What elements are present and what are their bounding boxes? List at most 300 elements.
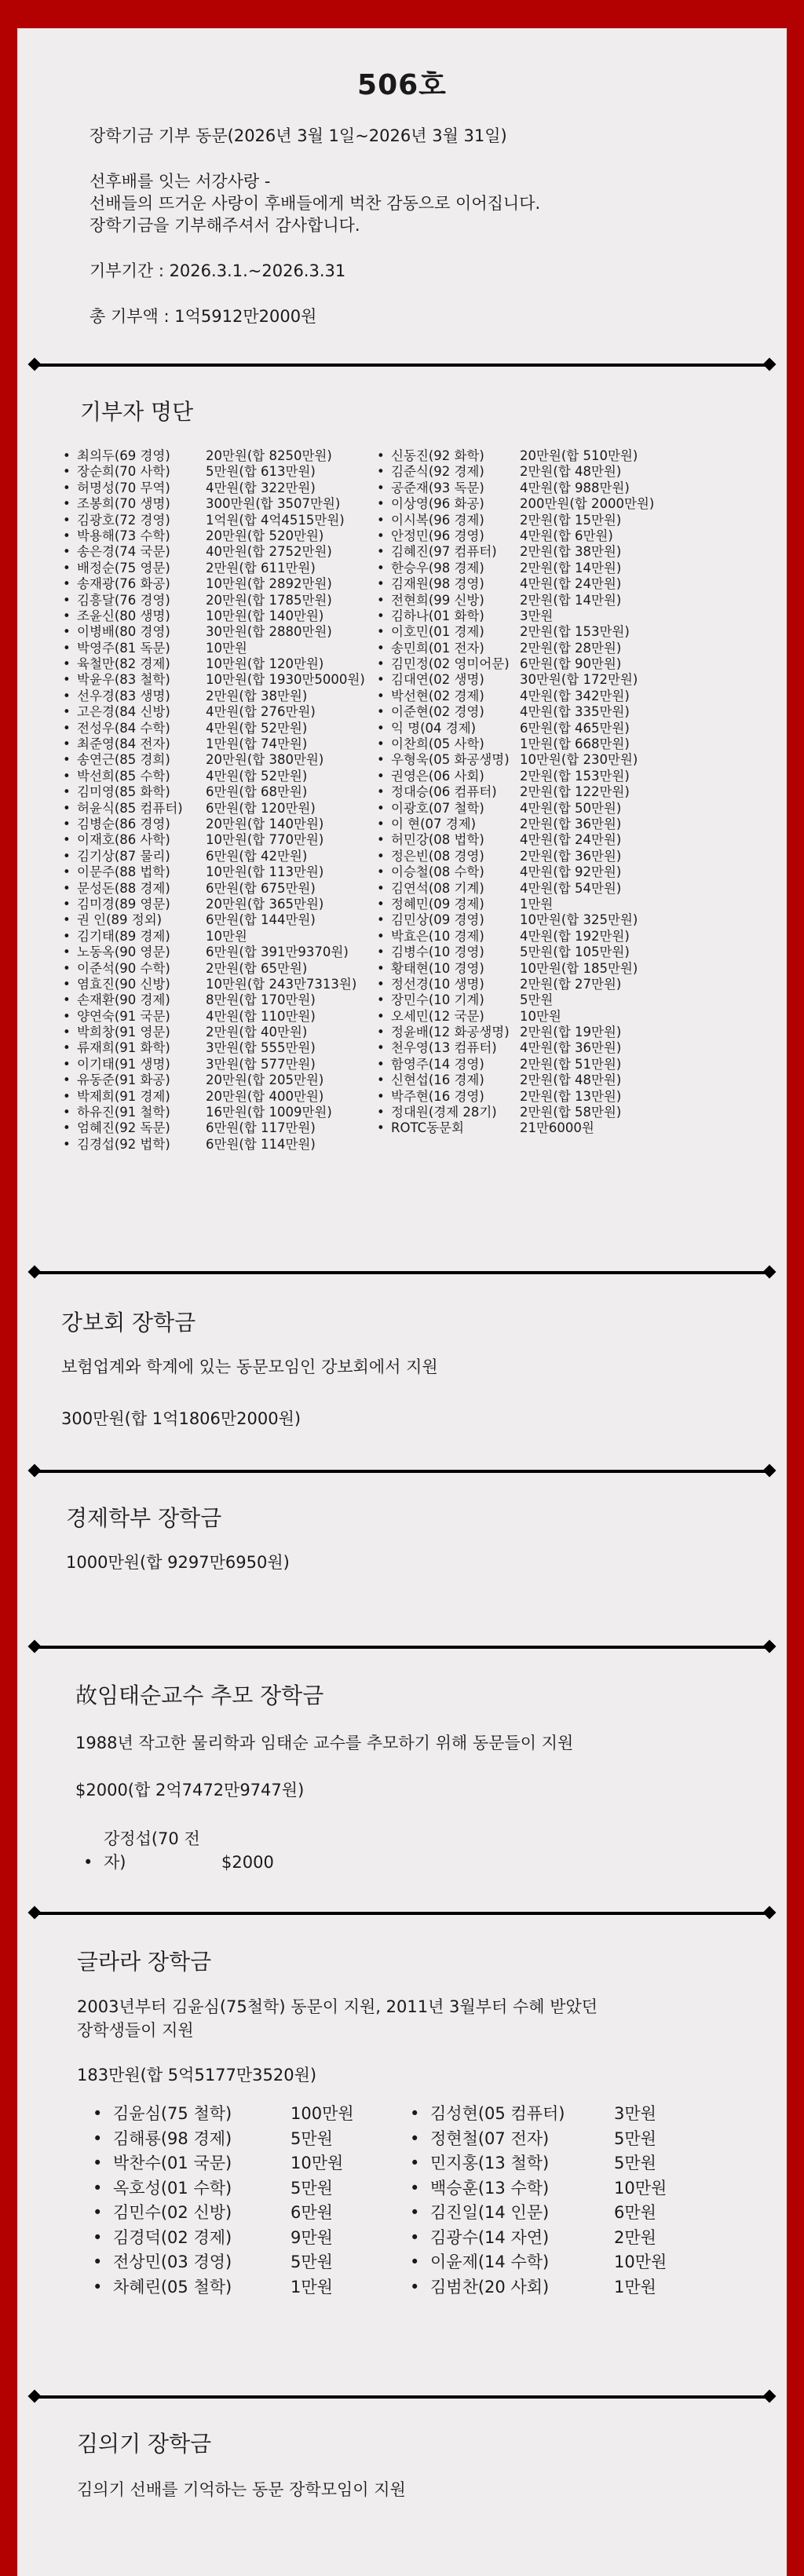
donor-item <box>377 672 654 688</box>
donor-amount: 2만원(합 19만원) <box>520 1025 622 1040</box>
glara-description-line-1: 2003년부터 김윤심(75철학) 동문이 지원, 2011년 3월부터 수혜 받았던 <box>77 1997 598 2016</box>
donor-item <box>93 2201 410 2226</box>
donor-name: 김성현(05 컴퓨터) <box>430 2104 565 2123</box>
donor-item <box>410 2176 667 2201</box>
section-divider <box>35 1646 769 1649</box>
donor-name: 김연석(08 기계) <box>391 880 484 896</box>
donor-item <box>377 480 654 496</box>
donor-amount: 4만원(합 6만원) <box>520 528 613 543</box>
donor-name: 권 인(89 정외) <box>77 912 163 928</box>
donor-amount: 10만원 <box>520 1008 561 1024</box>
bullet: • <box>377 576 385 592</box>
donor-name: 박용해(73 수학) <box>77 528 170 543</box>
donor-item <box>377 656 654 672</box>
donor-amount: 3만원(합 577만원) <box>206 1056 316 1072</box>
donor-name: 김병수(10 경영) <box>391 945 484 960</box>
bullet: • <box>63 560 71 575</box>
donor-name: 김대연(02 생명) <box>391 672 484 688</box>
donor-name: 우형욱(05 화공생명) <box>391 752 510 768</box>
bullet: • <box>63 992 71 1008</box>
bullet: • <box>377 816 385 831</box>
econ-scholarship-section <box>17 1473 787 1646</box>
donor-amount: 16만원(합 1009만원) <box>206 1105 332 1120</box>
donor-amount: 4만원(합 276만원) <box>206 704 316 720</box>
donor-item <box>63 544 377 560</box>
bullet: • <box>377 544 385 560</box>
donor-amount: 4만원(합 54만원) <box>520 880 622 896</box>
bullet: • <box>410 2227 420 2247</box>
donor-item <box>93 2127 410 2152</box>
donor-name: 이준석(90 수학) <box>77 960 170 976</box>
donor-item <box>63 769 377 784</box>
donor-name: 한승우(98 경제) <box>391 560 484 575</box>
donor-amount: 5만원 <box>291 2178 333 2198</box>
bullet: • <box>63 960 71 976</box>
donor-item <box>63 448 377 464</box>
donor-amount: 2만원(합 28만원) <box>520 640 622 656</box>
slogan-line-2: 선배들의 뜨거운 사랑이 후배들에게 벅찬 감동으로 이어집니다. <box>90 194 541 213</box>
bullet: • <box>93 2178 103 2198</box>
donor-name: 선우경(83 생명) <box>77 688 170 703</box>
lim-donor <box>75 1826 787 1873</box>
bullet: • <box>377 496 385 512</box>
bullet: • <box>63 912 71 928</box>
donor-name: 이재호(86 사학) <box>77 832 170 848</box>
donor-name: 배정순(75 영문) <box>77 560 170 575</box>
bullet: • <box>63 848 71 864</box>
donor-column-1 <box>63 448 377 1153</box>
donor-amount: 30만원(합 2880만원) <box>206 624 332 640</box>
donor-amount: 2만원(합 65만원) <box>206 960 308 976</box>
donor-amount: 1만원(합 668만원) <box>520 736 630 752</box>
donor-amount: 5만원 <box>291 2253 333 2271</box>
donor-amount: 20만원(합 205만원) <box>206 1072 324 1088</box>
bullet: • <box>63 656 71 672</box>
donor-item <box>63 624 377 640</box>
donor-name: 이시복(96 경제) <box>391 512 484 528</box>
donor-amount: 1만원(합 74만원) <box>206 736 308 752</box>
donor-name: 엄혜진(92 독문) <box>77 1120 170 1136</box>
lim-heading: 故임태순교수 추모 장학금 <box>75 1683 324 1708</box>
page-title: 506호 <box>357 69 447 101</box>
donor-item <box>63 817 377 832</box>
donor-amount: 6만원(합 117만원) <box>206 1120 316 1136</box>
donor-item <box>377 448 654 464</box>
donor-name: 허윤식(85 컴퓨터) <box>77 800 183 816</box>
donor-amount: 5만원 <box>291 2128 333 2148</box>
donor-name: 익 명(04 경제) <box>391 720 477 736</box>
donor-item <box>63 1009 377 1025</box>
donor-amount: 2만원(합 13만원) <box>520 1088 622 1104</box>
donor-name: 정혜민(09 경제) <box>391 896 484 912</box>
donor-item <box>377 641 654 656</box>
donor-amount: 6만원 <box>291 2203 333 2222</box>
donor-name: 이승철(08 수학) <box>391 864 484 880</box>
donor-amount: 40만원(합 2752만원) <box>206 544 332 560</box>
donor-name: 조윤신(80 생명) <box>77 608 170 623</box>
donor-name: 김하나(01 화학) <box>391 608 484 623</box>
donor-item <box>63 929 377 945</box>
donor-name: 정대원(경제 28기) <box>391 1105 497 1120</box>
donor-name: 김경섭(92 법학) <box>77 1136 170 1152</box>
donor-name: 박선현(02 경제) <box>391 688 484 703</box>
donor-amount: 20만원(합 1785만원) <box>206 592 332 608</box>
donor-item <box>377 721 654 736</box>
donor-amount: 4만원(합 92만원) <box>520 864 622 880</box>
donor-item <box>63 736 377 752</box>
kim-scholarship-section <box>17 2399 787 2501</box>
donor-name: 김민정(02 영미어문) <box>391 656 510 672</box>
donor-amount: 100만원 <box>291 2104 354 2123</box>
donor-grid <box>17 448 787 1153</box>
donor-name: 고은경(84 신방) <box>77 704 170 720</box>
donor-item <box>63 912 377 928</box>
donor-name: 김민수(02 신방) <box>113 2203 232 2222</box>
donor-amount: 2만원(합 611만원) <box>206 560 316 575</box>
donor-item <box>377 769 654 784</box>
donor-name: 함영주(14 경영) <box>391 1056 484 1072</box>
donor-name: 신현섭(16 경제) <box>391 1072 484 1088</box>
bullet: • <box>63 1040 71 1056</box>
intro-slogan <box>90 170 787 236</box>
bullet: • <box>377 672 385 688</box>
donor-name: 김기상(87 물리) <box>77 848 170 864</box>
bullet: • <box>377 480 385 495</box>
donor-item <box>377 608 654 624</box>
section-divider <box>35 364 769 367</box>
donor-item <box>410 2275 667 2300</box>
donor-name: 김민상(09 경영) <box>391 912 484 928</box>
donor-name: 박제희(91 경제) <box>77 1088 170 1104</box>
econ-amount: 1000만원(합 9297만6950원) <box>66 1553 290 1572</box>
slogan-line-1: 선후배를 잇는 서강사랑 - <box>90 172 271 191</box>
donor-name: 김광수(14 자연) <box>430 2227 550 2247</box>
bullet: • <box>63 880 71 896</box>
donor-item <box>377 513 654 528</box>
donor-amount: 10만원(합 770만원) <box>206 832 324 848</box>
donor-item <box>377 593 654 608</box>
bullet: • <box>377 1088 385 1104</box>
donor-item <box>377 881 654 897</box>
bullet: • <box>377 560 385 575</box>
bullet: • <box>63 704 71 720</box>
lim-description: 1988년 작고한 물리학과 임태순 교수를 추모하기 위해 동문들이 지원 <box>75 1734 574 1752</box>
bullet: • <box>63 544 71 560</box>
donor-name: 노동옥(90 영문) <box>77 945 170 960</box>
bullet: • <box>377 992 385 1008</box>
bullet: • <box>377 1040 385 1056</box>
donor-item <box>93 2275 410 2300</box>
donor-item <box>410 2201 667 2226</box>
donor-item <box>63 1057 377 1072</box>
donor-amount: 3만원 <box>520 608 554 623</box>
bullet: • <box>63 816 71 831</box>
donor-item <box>63 561 377 576</box>
donation-period: 기부기간 : 2026.3.1.~2026.3.31 <box>90 261 346 280</box>
donor-item <box>410 2226 667 2251</box>
donor-name: 최준영(84 전자) <box>77 736 170 752</box>
donor-name: 이찬희(05 사학) <box>391 736 484 752</box>
donor-amount: 2만원(합 15만원) <box>520 512 622 528</box>
donor-name: 김경덕(02 경제) <box>113 2227 232 2247</box>
donor-item <box>63 656 377 672</box>
donor-name: 옥호성(01 수학) <box>113 2178 232 2198</box>
donor-amount: 3만원(합 555만원) <box>206 1040 316 1056</box>
donor-item <box>377 544 654 560</box>
bullet: • <box>63 624 71 640</box>
donor-item <box>377 784 654 800</box>
bullet: • <box>63 448 71 463</box>
bullet: • <box>93 2253 103 2271</box>
donor-item <box>63 704 377 720</box>
donor-name: 정선경(10 생명) <box>391 976 484 992</box>
donor-item <box>93 2176 410 2201</box>
bullet: • <box>410 2203 420 2222</box>
donor-item <box>63 672 377 688</box>
donor-item <box>410 2151 667 2176</box>
donor-name: 육철만(82 경제) <box>77 656 170 672</box>
glara-description-line-2: 장학생들이 지원 <box>77 2021 194 2040</box>
donor-amount: 300만원(합 3507만원) <box>206 496 341 512</box>
donor-item <box>63 1120 377 1136</box>
donor-item <box>63 496 377 512</box>
bullet: • <box>377 1008 385 1024</box>
donor-item <box>377 977 654 992</box>
donor-amount: 2만원(합 38만원) <box>520 544 622 560</box>
bullet: • <box>377 1072 385 1088</box>
donor-name: 장민수(10 기계) <box>391 992 484 1008</box>
glara-description <box>77 1995 787 2042</box>
donor-name: 이문주(88 법학) <box>77 864 170 880</box>
donor-amount: 2만원(합 36만원) <box>520 848 622 864</box>
donor-item <box>63 977 377 992</box>
donor-item <box>377 912 654 928</box>
donor-name: 이준현(02 경영) <box>391 704 484 720</box>
econ-heading: 경제학부 장학금 <box>66 1505 222 1531</box>
bullet: • <box>377 752 385 768</box>
bullet: • <box>83 1853 93 1872</box>
donor-amount: 20만원(합 380만원) <box>206 752 324 768</box>
donor-item <box>93 2250 410 2275</box>
donor-name: 김흥달(76 경영) <box>77 592 170 608</box>
donor-name: 신동진(92 화학) <box>391 448 484 463</box>
donor-item <box>377 689 654 704</box>
donor-name: 이 현(07 경제) <box>391 816 477 831</box>
donor-name: 공준재(93 독문) <box>391 480 484 495</box>
gangbo-scholarship-section <box>17 1274 787 1470</box>
bullet: • <box>377 464 385 480</box>
donor-name: 이상영(96 화공) <box>391 496 484 512</box>
donor-item <box>63 1105 377 1120</box>
donor-name: 김미경(89 영문) <box>77 896 170 912</box>
bullet: • <box>377 960 385 976</box>
donor-amount: 2만원(합 38만원) <box>206 688 308 703</box>
donor-name: 전상민(03 경영) <box>113 2253 232 2271</box>
donor-amount: 2만원(합 14만원) <box>520 560 622 575</box>
donor-name: 정대승(06 컴퓨터) <box>391 784 497 800</box>
section-divider <box>35 2395 769 2399</box>
lim-amount: $2000(합 2억7472만9747원) <box>75 1781 305 1800</box>
glara-donor-grid <box>17 2102 787 2300</box>
donor-amount: 2만원(합 122만원) <box>520 784 630 800</box>
donor-name: 박효은(10 경제) <box>391 928 484 944</box>
kim-heading: 김의기 장학금 <box>77 2431 212 2457</box>
donor-item <box>377 1057 654 1072</box>
donor-amount: 6만원(합 675만원) <box>206 880 316 896</box>
bullet: • <box>63 480 71 495</box>
donor-name: 유동준(91 화공) <box>77 1072 170 1088</box>
bullet: • <box>63 720 71 736</box>
lim-memorial-scholarship-section <box>17 1649 787 1912</box>
bullet: • <box>63 1008 71 1024</box>
donor-name: 전현희(99 신방) <box>391 592 484 608</box>
bullet: • <box>63 1105 71 1120</box>
bullet: • <box>410 2277 420 2296</box>
donor-item <box>410 2250 667 2275</box>
donor-item <box>377 1025 654 1040</box>
donor-amount: 5만원(합 105만원) <box>520 945 630 960</box>
donor-amount: 5만원 <box>614 2154 656 2172</box>
donor-item <box>377 561 654 576</box>
bullet: • <box>63 608 71 623</box>
donor-amount: 30만원(합 172만원) <box>520 672 638 688</box>
donor-item <box>377 897 654 912</box>
donor-name: 안정민(96 경영) <box>391 528 484 543</box>
donor-item <box>63 513 377 528</box>
donor-item <box>377 496 654 512</box>
glara-column-2 <box>410 2102 667 2300</box>
donor-amount: 20만원(합 140만원) <box>206 816 324 831</box>
donor-name: 정은빈(08 경영) <box>391 848 484 864</box>
donor-item <box>377 1040 654 1056</box>
bullet: • <box>63 832 71 848</box>
glara-heading: 글라라 장학금 <box>77 1949 212 1975</box>
donor-name: 김병순(86 경영) <box>77 816 170 831</box>
donor-list-heading: 기부자 명단 <box>80 399 194 425</box>
bullet: • <box>377 1120 385 1136</box>
bullet: • <box>377 720 385 736</box>
slogan-line-3: 장학기금을 기부해주셔서 감사합니다. <box>90 216 360 235</box>
bullet: • <box>377 912 385 928</box>
donor-amount: 2만원(합 40만원) <box>206 1025 308 1040</box>
donor-amount: 2만원(합 51만원) <box>520 1056 622 1072</box>
donor-item <box>63 576 377 592</box>
donor-amount: 4만원(합 52만원) <box>206 768 308 784</box>
donor-amount: 2만원(합 48만원) <box>520 1072 622 1088</box>
bullet: • <box>63 528 71 543</box>
donor-name: 송연근(85 경희) <box>77 752 170 768</box>
donor-name: 이기태(91 생명) <box>77 1056 170 1072</box>
donor-amount: 4만원(합 24만원) <box>520 576 622 592</box>
donor-amount: 4만원(합 50만원) <box>520 800 622 816</box>
donor-amount: 20만원(합 365만원) <box>206 896 324 912</box>
donor-name: 백승훈(13 수학) <box>430 2178 550 2198</box>
bullet: • <box>377 448 385 463</box>
donor-item <box>63 897 377 912</box>
bullet: • <box>63 592 71 608</box>
donor-item <box>63 1072 377 1088</box>
donor-item <box>377 704 654 720</box>
donor-name: 박주현(16 경영) <box>391 1088 484 1104</box>
bullet: • <box>63 945 71 960</box>
donor-amount: 2만원(합 153만원) <box>520 768 630 784</box>
donor-amount: 1만원 <box>291 2277 333 2296</box>
bullet: • <box>377 688 385 703</box>
donor-item <box>377 961 654 977</box>
donor-name: 양연숙(91 국문) <box>77 1008 170 1024</box>
donor-item <box>63 801 377 817</box>
donor-amount: 3만원 <box>614 2104 656 2123</box>
donor-amount: 4만원(합 192만원) <box>520 928 630 944</box>
bullet: • <box>377 592 385 608</box>
donor-name: 차혜린(05 철학) <box>113 2277 232 2296</box>
bullet: • <box>63 1120 71 1136</box>
bullet: • <box>377 864 385 880</box>
bullet: • <box>377 928 385 944</box>
donor-amount: 20만원(합 510만원) <box>520 448 638 463</box>
donor-item <box>63 961 377 977</box>
donor-item <box>377 801 654 817</box>
donor-amount: 4만원(합 52만원) <box>206 720 308 736</box>
donor-amount: 8만원(합 170만원) <box>206 992 316 1008</box>
donor-item <box>377 929 654 945</box>
bullet: • <box>93 2277 103 2296</box>
bullet: • <box>63 1136 71 1152</box>
donor-name: 김윤심(75 철학) <box>113 2104 232 2123</box>
bullet: • <box>93 2227 103 2247</box>
bullet: • <box>410 2178 420 2198</box>
bullet: • <box>377 656 385 672</box>
bullet: • <box>377 768 385 784</box>
donor-item <box>93 2226 410 2251</box>
glara-amount: 183만원(합 5억5177만3520원) <box>77 2066 317 2085</box>
donor-item <box>377 992 654 1008</box>
donor-amount: 10만원 <box>206 928 247 944</box>
donor-name: 오세민(12 국문) <box>391 1008 484 1024</box>
glara-column-1 <box>93 2102 410 2300</box>
bullet: • <box>377 880 385 896</box>
bullet: • <box>63 752 71 768</box>
donor-item <box>63 784 377 800</box>
donor-list-section <box>17 367 787 1271</box>
donor-amount: 4만원(합 342만원) <box>520 688 630 703</box>
donor-item <box>377 849 654 864</box>
bullet: • <box>63 1088 71 1104</box>
donor-amount: 4만원(합 322만원) <box>206 480 316 495</box>
donor-amount: 6만원(합 465만원) <box>520 720 630 736</box>
donor-name: 손재환(90 경제) <box>77 992 170 1008</box>
donor-item <box>63 881 377 897</box>
section-divider <box>35 1271 769 1274</box>
donor-amount: 10만원 <box>614 2178 667 2198</box>
bullet: • <box>377 528 385 543</box>
donor-amount: 2만원 <box>614 2227 656 2247</box>
donor-name: 박영주(81 독문) <box>77 640 170 656</box>
donor-item <box>377 464 654 480</box>
donor-name: 송민희(01 전자) <box>391 640 484 656</box>
donor-amount: 6만원(합 120만원) <box>206 800 316 816</box>
donor-item <box>410 2102 667 2127</box>
bullet: • <box>377 608 385 623</box>
donor-amount: 2만원(합 27만원) <box>520 976 622 992</box>
donor-name: 김기태(89 경제) <box>77 928 170 944</box>
donor-name: 권영은(06 사회) <box>391 768 484 784</box>
donor-amount: 6만원(합 90만원) <box>520 656 622 672</box>
gangbo-heading: 강보회 장학금 <box>61 1310 196 1336</box>
bullet: • <box>63 1056 71 1072</box>
bullet: • <box>63 896 71 912</box>
donor-name: 최의두(69 경영) <box>77 448 170 463</box>
